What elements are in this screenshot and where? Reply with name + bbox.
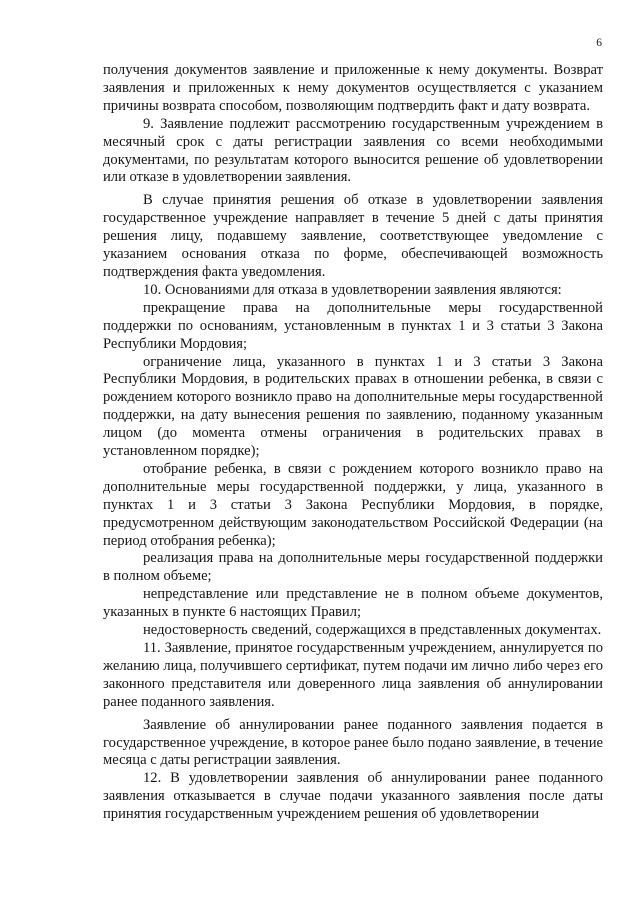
list-item-incomplete-documents: непредставление или представление не в полном объеме документов, указанных в пункте 6 настоящих Правил; [103, 586, 603, 621]
document-body [103, 62, 603, 824]
page-number: 6 [596, 37, 602, 49]
paragraph-9-review-period: 9. Заявление подлежит рассмотрению государственным учреждением в месячный срок с даты регистрации заявления со всеми необходимыми документами, по результатам которого выносится решение об удовлетворении или отказе в удовлетворении заявления. [103, 115, 603, 186]
list-item-restriction-of-parental-rights: ограничение лица, указанного в пунктах 1 и 3 статьи 3 Закона Республики Мордовия, в родительских правах в отношении ребенка, в связи с рождением которого возникло право на дополнительные меры государственной поддержки, на дату вынесения решения по заявлению, поданному указанным лицом (до момента отмены ограничения в родительских правах в установленном порядке); [103, 353, 603, 460]
paragraph-annulment-submission: Заявление об аннулировании ранее поданного заявления подается в государственное учреждение, в которое ранее было подано заявление, в течение месяца с даты регистрации заявления. [103, 716, 603, 769]
list-item-removal-of-child: отобрание ребенка, в связи с рождением которого возникло право на дополнительные меры государственной поддержки, у лица, указанного в пунктах 1 и 3 статьи 3 Закона Республики Мордовия, в порядке, предусмотренном действующим законодательством Российской Федерации (на период отобрания ребенка); [103, 460, 603, 549]
paragraph-10-grounds-heading: 10. Основаниями для отказа в удовлетворении заявления являются: [143, 281, 562, 298]
paragraph-12-annulment-refusal: 12. В удовлетворении заявления об аннулировании ранее поданного заявления отказывается в случае подачи указанного заявления после даты принятия государственным учреждением решения об удовлетворении [103, 770, 603, 823]
list-item-full-realization: реализация права на дополнительные меры государственной поддержки в полном объеме; [103, 550, 603, 585]
paragraph-refusal-notification: В случае принятия решения об отказе в удовлетворении заявления государственное учреждение направляет в течение 5 дней с даты принятия решения лицу, подавшему заявление, соответствующее уведомление с указанием основания отказа по форме, обеспечивающей возможность подтверждения факта уведомления. [103, 192, 603, 280]
paragraph-return-of-documents: получения документов заявление и приложенные к нему документы. Возврат заявления и приложенных к нему документов осуществляется с указанием причины возврата способом, позволяющим подтвердить факт и дату возврата. [103, 62, 603, 114]
list-item-inaccurate-information: недостоверность сведений, содержащихся в представленных документах. [143, 622, 602, 639]
paragraph-11-annulment: 11. Заявление, принятое государственным учреждением, аннулируется по желанию лица, получившего сертификат, путем подачи им лично либо через его законного представителя или доверенного лица заявления об аннулировании ранее поданного заявления. [103, 640, 603, 710]
list-item-termination-of-right: прекращение права на дополнительные меры государственной поддержки по основаниям, установленным в пунктах 1 и 3 статьи 3 Закона Республики Мордовия; [103, 299, 603, 352]
